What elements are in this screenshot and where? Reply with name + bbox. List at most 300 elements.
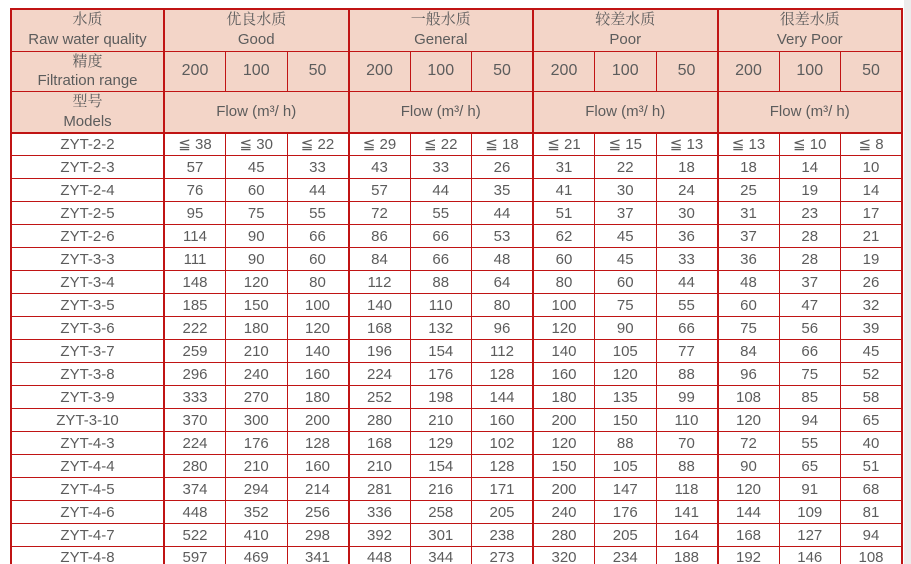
flow-value-cell: 111 (164, 248, 226, 271)
flow-value-cell: 60 (595, 271, 657, 294)
flow-value-cell: 36 (718, 248, 780, 271)
flow-value-cell: 336 (349, 501, 411, 524)
flow-value-cell: 28 (779, 225, 841, 248)
flow-value-cell: 55 (779, 432, 841, 455)
flow-value-cell: 140 (349, 294, 411, 317)
flow-value-cell: 80 (287, 271, 349, 294)
flow-value-cell: 210 (226, 455, 288, 478)
flow-value-cell: 333 (164, 386, 226, 409)
flow-value-cell: 110 (410, 294, 472, 317)
flow-value-cell: 37 (718, 225, 780, 248)
flow-value-cell: 48 (472, 248, 534, 271)
table-row (11, 202, 902, 225)
table-row (11, 363, 902, 386)
flow-value-cell: 205 (472, 501, 534, 524)
flow-value-cell: 17 (841, 202, 903, 225)
flow-value-cell: 84 (349, 248, 411, 271)
flow-value-cell: 150 (595, 409, 657, 432)
flow-value-cell: 33 (656, 248, 718, 271)
flow-value-cell: 176 (410, 363, 472, 386)
flow-value-cell: 374 (164, 478, 226, 501)
flow-value-cell: 45 (595, 225, 657, 248)
flow-value-cell: 140 (287, 340, 349, 363)
table-row (11, 501, 902, 524)
flow-value-cell: 66 (656, 317, 718, 340)
header-group-poor-zh: 较差水质 (595, 11, 656, 29)
flow-value-cell: 120 (533, 432, 595, 455)
flow-value-cell: 256 (287, 501, 349, 524)
flow-value-cell: 146 (779, 547, 841, 564)
flow-value-cell: 62 (533, 225, 595, 248)
flow-value-cell: 77 (656, 340, 718, 363)
flow-value-cell: 19 (841, 248, 903, 271)
flow-value-cell: 160 (287, 455, 349, 478)
flow-value-cell: 44 (656, 271, 718, 294)
flow-value-cell: 108 (841, 547, 903, 564)
flow-value-cell: 45 (226, 156, 288, 179)
flow-value-cell: 44 (410, 179, 472, 202)
flow-value-cell: 160 (472, 409, 534, 432)
table-row (11, 340, 902, 363)
flow-value-cell: 75 (779, 363, 841, 386)
flow-value-cell: 51 (841, 455, 903, 478)
flow-value-cell: 154 (410, 455, 472, 478)
table-row (11, 294, 902, 317)
table-row (11, 317, 902, 340)
flow-value-cell: ≦ 22 (287, 133, 349, 156)
flow-value-cell: 99 (656, 386, 718, 409)
header-models-zh: 型号 (72, 93, 103, 111)
flow-value-cell: 168 (718, 524, 780, 547)
flow-value-cell: ≦ 15 (595, 133, 657, 156)
flow-value-cell: 72 (718, 432, 780, 455)
flow-value-cell: 26 (841, 271, 903, 294)
flow-value-cell: 33 (410, 156, 472, 179)
flow-value-cell: 88 (656, 455, 718, 478)
model-cell: ZYT-3-9 (11, 386, 164, 409)
flow-value-cell: ≦ 10 (779, 133, 841, 156)
filtration-value: 100 (226, 51, 288, 92)
flow-value-cell: 224 (164, 432, 226, 455)
flow-value-cell: 75 (718, 317, 780, 340)
flow-value-cell: 88 (595, 432, 657, 455)
flow-value-cell: 469 (226, 547, 288, 564)
filtration-value: 200 (349, 51, 411, 92)
flow-value-cell: ≦ 13 (718, 133, 780, 156)
flow-value-cell: 128 (472, 363, 534, 386)
filtration-value: 100 (410, 51, 472, 92)
flow-value-cell: 55 (656, 294, 718, 317)
table-row (11, 225, 902, 248)
flow-value-cell: 70 (656, 432, 718, 455)
flow-value-cell: 240 (226, 363, 288, 386)
flow-value-cell: 60 (718, 294, 780, 317)
flow-value-cell: 112 (472, 340, 534, 363)
flow-value-cell: 144 (472, 386, 534, 409)
flow-value-cell: 129 (410, 432, 472, 455)
flow-value-cell: 110 (656, 409, 718, 432)
flow-value-cell: 128 (472, 455, 534, 478)
flow-value-cell: 24 (656, 179, 718, 202)
flow-value-cell: 168 (349, 432, 411, 455)
flow-value-cell: 21 (841, 225, 903, 248)
flow-value-cell: 14 (841, 179, 903, 202)
flow-value-cell: 180 (533, 386, 595, 409)
flow-value-cell: 216 (410, 478, 472, 501)
flow-value-cell: 45 (595, 248, 657, 271)
header-models (11, 92, 164, 133)
flow-value-cell: 176 (226, 432, 288, 455)
flow-value-cell: 344 (410, 547, 472, 564)
header-group-very-poor-zh: 很差水质 (779, 11, 840, 29)
model-cell: ZYT-4-6 (11, 501, 164, 524)
filtration-value: 200 (533, 51, 595, 92)
flow-value-cell: 90 (226, 248, 288, 271)
table-row (11, 179, 902, 202)
flow-value-cell: 76 (164, 179, 226, 202)
header-group-general (349, 9, 534, 51)
flow-value-cell: 47 (779, 294, 841, 317)
flow-value-cell: 120 (595, 363, 657, 386)
flow-value-cell: ≦ 30 (226, 133, 288, 156)
model-cell: ZYT-2-5 (11, 202, 164, 225)
flow-value-cell: 80 (533, 271, 595, 294)
header-filtration-range (11, 51, 164, 92)
flow-value-cell: 66 (410, 248, 472, 271)
flow-value-cell: 200 (533, 409, 595, 432)
filtration-value: 100 (595, 51, 657, 92)
flow-value-cell: 37 (779, 271, 841, 294)
flow-value-cell: 51 (533, 202, 595, 225)
model-cell: ZYT-4-4 (11, 455, 164, 478)
flow-value-cell: 128 (287, 432, 349, 455)
flow-value-cell: 234 (595, 547, 657, 564)
flow-value-cell: 300 (226, 409, 288, 432)
flow-value-cell: ≦ 22 (410, 133, 472, 156)
header-row-water-quality (11, 9, 902, 51)
flow-value-cell: 18 (718, 156, 780, 179)
flow-value-cell: 88 (410, 271, 472, 294)
flow-value-cell: 238 (472, 524, 534, 547)
model-cell: ZYT-4-5 (11, 478, 164, 501)
flow-unit-label: Flow (m³/ h) (533, 92, 718, 133)
flow-value-cell: 88 (656, 363, 718, 386)
flow-value-cell: 60 (287, 248, 349, 271)
flow-value-cell: 150 (226, 294, 288, 317)
flow-value-cell: 37 (595, 202, 657, 225)
flow-value-cell: 280 (349, 409, 411, 432)
flow-value-cell: 19 (779, 179, 841, 202)
flow-value-cell: 55 (287, 202, 349, 225)
flow-value-cell: 176 (595, 501, 657, 524)
flow-value-cell: 200 (533, 478, 595, 501)
flow-value-cell: 105 (595, 455, 657, 478)
flow-value-cell: 45 (841, 340, 903, 363)
flow-value-cell: 48 (718, 271, 780, 294)
flow-value-cell: 259 (164, 340, 226, 363)
header-group-general-en: General (414, 31, 468, 49)
flow-value-cell: 120 (226, 271, 288, 294)
flow-value-cell: 210 (349, 455, 411, 478)
table-row (11, 156, 902, 179)
table-body (11, 133, 902, 564)
header-raw-water-quality-zh: 水质 (72, 11, 103, 29)
flow-value-cell: 224 (349, 363, 411, 386)
flow-value-cell: 64 (472, 271, 534, 294)
flow-value-cell: 392 (349, 524, 411, 547)
flow-value-cell: 296 (164, 363, 226, 386)
flow-value-cell: ≦ 18 (472, 133, 534, 156)
flow-unit-label: Flow (m³/ h) (164, 92, 349, 133)
flow-value-cell: 200 (287, 409, 349, 432)
table-row (11, 133, 902, 156)
flow-value-cell: 448 (349, 547, 411, 564)
filtration-value: 200 (718, 51, 780, 92)
flow-value-cell: 31 (718, 202, 780, 225)
flow-value-cell: 252 (349, 386, 411, 409)
flow-value-cell: 102 (472, 432, 534, 455)
flow-value-cell: 448 (164, 501, 226, 524)
header-row-filtration (11, 51, 902, 92)
flow-value-cell: 352 (226, 501, 288, 524)
table-row (11, 248, 902, 271)
flow-value-cell: 90 (595, 317, 657, 340)
flow-value-cell: 25 (718, 179, 780, 202)
header-raw-water-quality-en: Raw water quality (28, 31, 147, 49)
flow-value-cell: 205 (595, 524, 657, 547)
flow-value-cell: ≦ 8 (841, 133, 903, 156)
model-cell: ZYT-4-8 (11, 547, 164, 564)
table-row (11, 432, 902, 455)
flow-value-cell: 26 (472, 156, 534, 179)
flow-value-cell: 273 (472, 547, 534, 564)
flow-value-cell: 23 (779, 202, 841, 225)
flow-value-cell: 91 (779, 478, 841, 501)
flow-value-cell: 112 (349, 271, 411, 294)
filtration-value: 100 (779, 51, 841, 92)
flow-value-cell: 148 (164, 271, 226, 294)
flow-value-cell: 280 (533, 524, 595, 547)
flow-value-cell: 185 (164, 294, 226, 317)
flow-value-cell: 52 (841, 363, 903, 386)
flow-value-cell: 294 (226, 478, 288, 501)
flow-value-cell: 94 (779, 409, 841, 432)
flow-value-cell: 141 (656, 501, 718, 524)
flow-value-cell: 10 (841, 156, 903, 179)
flow-value-cell: 120 (718, 478, 780, 501)
header-filtration-range-zh: 精度 (72, 52, 103, 70)
model-cell: ZYT-2-3 (11, 156, 164, 179)
flow-value-cell: 258 (410, 501, 472, 524)
flow-value-cell: 147 (595, 478, 657, 501)
flow-value-cell: 84 (718, 340, 780, 363)
flow-value-cell: 100 (287, 294, 349, 317)
flow-value-cell: 96 (472, 317, 534, 340)
model-cell: ZYT-2-6 (11, 225, 164, 248)
table-row (11, 271, 902, 294)
flow-value-cell: 28 (779, 248, 841, 271)
table-row (11, 386, 902, 409)
flow-value-cell: 81 (841, 501, 903, 524)
flow-value-cell: 270 (226, 386, 288, 409)
model-cell: ZYT-3-3 (11, 248, 164, 271)
flow-value-cell: 522 (164, 524, 226, 547)
flow-value-cell: 180 (226, 317, 288, 340)
flow-value-cell: 281 (349, 478, 411, 501)
flow-value-cell: ≦ 38 (164, 133, 226, 156)
model-cell: ZYT-2-2 (11, 133, 164, 156)
flow-value-cell: 57 (164, 156, 226, 179)
flow-value-cell: 58 (841, 386, 903, 409)
flow-value-cell: 36 (656, 225, 718, 248)
flow-value-cell: 341 (287, 547, 349, 564)
flow-value-cell: 90 (226, 225, 288, 248)
flow-value-cell: 196 (349, 340, 411, 363)
filtration-flow-table (10, 8, 903, 564)
flow-value-cell: 32 (841, 294, 903, 317)
flow-value-cell: 66 (410, 225, 472, 248)
flow-value-cell: 86 (349, 225, 411, 248)
flow-value-cell: 43 (349, 156, 411, 179)
header-group-very-poor (718, 9, 903, 51)
flow-value-cell: ≦ 21 (533, 133, 595, 156)
flow-value-cell: 214 (287, 478, 349, 501)
flow-value-cell: 75 (595, 294, 657, 317)
flow-value-cell: 30 (595, 179, 657, 202)
table-row (11, 455, 902, 478)
flow-value-cell: 22 (595, 156, 657, 179)
flow-value-cell: 150 (533, 455, 595, 478)
flow-value-cell: 120 (533, 317, 595, 340)
flow-value-cell: 14 (779, 156, 841, 179)
filtration-value: 50 (472, 51, 534, 92)
flow-value-cell: 90 (718, 455, 780, 478)
header-models-en: Models (63, 112, 112, 130)
flow-value-cell: 53 (472, 225, 534, 248)
flow-value-cell: 96 (718, 363, 780, 386)
filtration-value: 50 (656, 51, 718, 92)
table-row (11, 478, 902, 501)
header-filtration-range-en: Filtration range (37, 72, 138, 90)
flow-value-cell: 180 (287, 386, 349, 409)
model-cell: ZYT-4-7 (11, 524, 164, 547)
flow-value-cell: 31 (533, 156, 595, 179)
flow-value-cell: 198 (410, 386, 472, 409)
flow-value-cell: 44 (472, 202, 534, 225)
header-group-very-poor-en: Very Poor (776, 31, 843, 49)
flow-value-cell: 160 (533, 363, 595, 386)
flow-value-cell: 94 (841, 524, 903, 547)
flow-value-cell: 164 (656, 524, 718, 547)
flow-value-cell: 109 (779, 501, 841, 524)
header-raw-water-quality (11, 9, 164, 51)
flow-value-cell: 127 (779, 524, 841, 547)
filtration-value: 200 (164, 51, 226, 92)
header-group-good (164, 9, 349, 51)
flow-value-cell: 66 (287, 225, 349, 248)
header-row-models-flow (11, 92, 902, 133)
flow-value-cell: 30 (656, 202, 718, 225)
flow-value-cell: 55 (410, 202, 472, 225)
flow-value-cell: ≦ 13 (656, 133, 718, 156)
flow-value-cell: 132 (410, 317, 472, 340)
header-group-poor (533, 9, 718, 51)
flow-value-cell: 154 (410, 340, 472, 363)
flow-value-cell: 120 (718, 409, 780, 432)
model-cell: ZYT-4-3 (11, 432, 164, 455)
flow-value-cell: 95 (164, 202, 226, 225)
flow-value-cell: 370 (164, 409, 226, 432)
flow-value-cell: 85 (779, 386, 841, 409)
flow-value-cell: 301 (410, 524, 472, 547)
flow-value-cell: 118 (656, 478, 718, 501)
model-cell: ZYT-3-4 (11, 271, 164, 294)
model-cell: ZYT-3-5 (11, 294, 164, 317)
flow-value-cell: 120 (287, 317, 349, 340)
flow-value-cell: 210 (410, 409, 472, 432)
flow-value-cell: 188 (656, 547, 718, 564)
page-edge-strip (904, 0, 911, 564)
flow-value-cell: 66 (779, 340, 841, 363)
flow-value-cell: 160 (287, 363, 349, 386)
filtration-value: 50 (287, 51, 349, 92)
flow-value-cell: 135 (595, 386, 657, 409)
flow-value-cell: 40 (841, 432, 903, 455)
table-row (11, 409, 902, 432)
flow-value-cell: 35 (472, 179, 534, 202)
flow-unit-label: Flow (m³/ h) (718, 92, 903, 133)
flow-value-cell: 114 (164, 225, 226, 248)
flow-value-cell: 65 (779, 455, 841, 478)
flow-value-cell: 75 (226, 202, 288, 225)
flow-value-cell: ≦ 29 (349, 133, 411, 156)
header-group-good-en: Good (237, 31, 275, 49)
flow-value-cell: 171 (472, 478, 534, 501)
flow-value-cell: 222 (164, 317, 226, 340)
header-group-general-zh: 一般水质 (410, 11, 471, 29)
flow-value-cell: 39 (841, 317, 903, 340)
flow-value-cell: 65 (841, 409, 903, 432)
flow-value-cell: 44 (287, 179, 349, 202)
flow-value-cell: 144 (718, 501, 780, 524)
flow-value-cell: 140 (533, 340, 595, 363)
model-cell: ZYT-3-7 (11, 340, 164, 363)
flow-value-cell: 80 (472, 294, 534, 317)
model-cell: ZYT-2-4 (11, 179, 164, 202)
flow-value-cell: 57 (349, 179, 411, 202)
flow-value-cell: 168 (349, 317, 411, 340)
flow-value-cell: 60 (533, 248, 595, 271)
flow-value-cell: 60 (226, 179, 288, 202)
flow-value-cell: 18 (656, 156, 718, 179)
flow-value-cell: 68 (841, 478, 903, 501)
flow-value-cell: 192 (718, 547, 780, 564)
flow-value-cell: 100 (533, 294, 595, 317)
flow-value-cell: 56 (779, 317, 841, 340)
flow-value-cell: 108 (718, 386, 780, 409)
flow-value-cell: 280 (164, 455, 226, 478)
flow-value-cell: 597 (164, 547, 226, 564)
header-group-good-zh: 优良水质 (226, 11, 287, 29)
flow-value-cell: 298 (287, 524, 349, 547)
table-header (11, 9, 902, 133)
flow-unit-label: Flow (m³/ h) (349, 92, 534, 133)
table-row (11, 524, 902, 547)
flow-value-cell: 320 (533, 547, 595, 564)
flow-value-cell: 240 (533, 501, 595, 524)
flow-value-cell: 33 (287, 156, 349, 179)
flow-value-cell: 210 (226, 340, 288, 363)
